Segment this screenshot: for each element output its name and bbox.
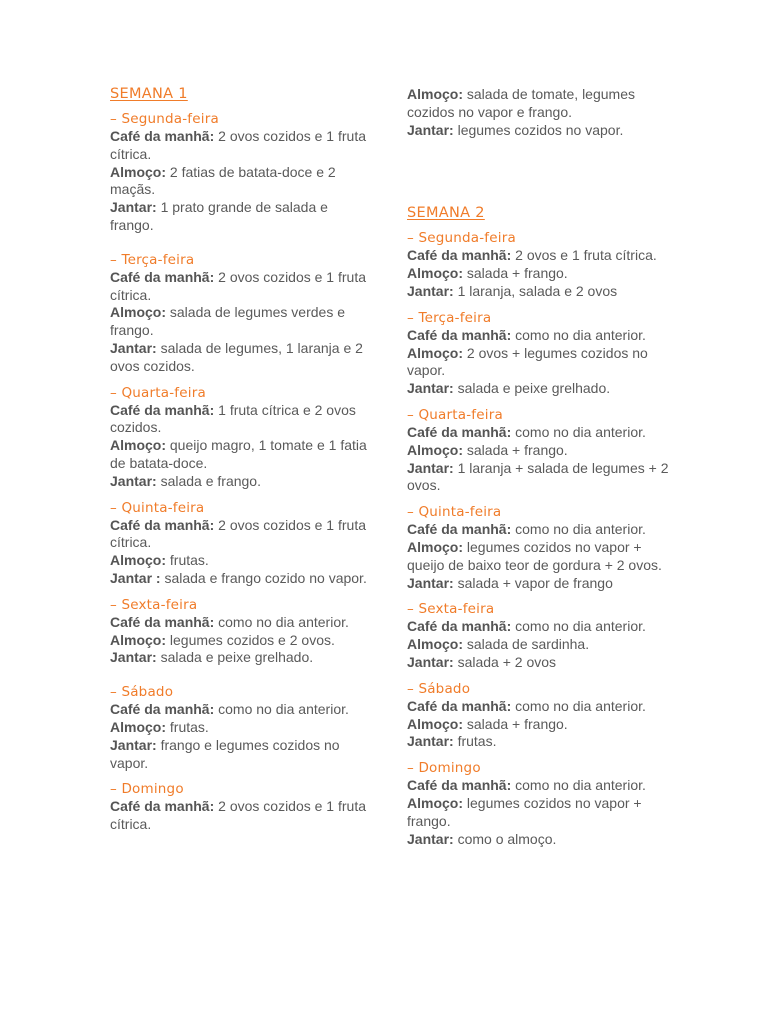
lunch-label: Almoço: [110,304,166,321]
dinner [407,575,669,593]
lunch-text: salada + frango. [463,265,568,282]
breakfast-text: 1 fruta cítrica e 2 ovos cozidos. [110,401,356,436]
week-1-wednesday [110,384,372,491]
day-name: – Quarta-feira [110,384,206,401]
lunch-label: Almoço: [407,441,463,458]
lunch-label: Almoço: [407,794,463,811]
breakfast-text: como no dia anterior. [511,618,646,635]
dinner-text: 1 laranja + salada de legumes + 2 ovos. [407,459,669,494]
dinner-label: Jantar : [110,569,161,586]
lunch [407,442,669,460]
week-2-tuesday [407,309,669,398]
lunch-text: salada + frango. [463,715,568,732]
lunch-text: frutas. [166,718,209,735]
breakfast-text: 2 ovos cozidos e 1 fruta cítrica. [110,268,367,303]
dinner-text: frango e legumes cozidos no vapor. [110,736,340,771]
dinner-text: salada e peixe grelhado. [156,649,314,666]
day-name: – Sexta-feira [110,596,198,613]
breakfast-text: como no dia anterior. [511,521,646,538]
lunch-text: salada de legumes verdes e frango. [110,304,345,339]
breakfast-text: 2 ovos e 1 fruta cítrica. [511,247,657,264]
dinner [407,283,669,301]
breakfast-label: Café da manhã: [407,777,512,794]
breakfast-label: Café da manhã: [110,268,215,285]
dinner [407,380,669,398]
breakfast [407,618,669,636]
lunch [407,636,669,654]
dinner-label: Jantar: [110,339,157,356]
week-1-sunday [110,780,372,834]
dinner-text: salada de legumes, 1 laranja e 2 ovos cozidos. [110,339,363,374]
dinner-label: Jantar: [407,653,454,670]
breakfast [407,777,669,795]
day-name: – Domingo [110,781,184,798]
day-name: – Sábado [407,680,471,697]
breakfast-label: Café da manhã: [110,128,215,144]
day-name: – Sábado [110,684,174,701]
dinner-label: Jantar: [407,733,454,750]
dinner [407,654,669,672]
week-2-sunday [407,759,669,848]
breakfast-label: Café da manhã: [407,423,512,440]
dinner-label: Jantar: [407,459,454,476]
dinner [407,122,669,140]
right-column [407,86,669,856]
breakfast [110,517,372,553]
breakfast [110,701,372,719]
breakfast-text: como no dia anterior. [214,701,349,718]
dinner-label: Jantar: [407,282,454,299]
day-name: – Quinta-feira [110,499,205,516]
lunch [407,86,669,122]
lunch [407,539,669,575]
dinner [110,649,372,667]
dinner-text: salada e frango cozido no vapor. [160,569,367,586]
breakfast [407,247,669,265]
breakfast-text: como no dia anterior. [511,697,646,714]
lunch [110,437,372,473]
lunch-text: legumes cozidos e 2 ovos. [166,631,335,648]
breakfast [407,424,669,442]
breakfast-label: Café da manhã: [407,521,512,538]
dinner-label: Jantar: [407,380,454,397]
dinner [407,460,669,496]
dinner-text: salada + 2 ovos [453,653,557,670]
lunch [110,719,372,737]
dinner-text: salada + vapor de frango [453,574,613,591]
lunch [407,345,669,381]
breakfast [407,521,669,539]
week-2-title: SEMANA 2 [407,205,485,222]
lunch-text: legumes cozidos no vapor + queijo de baixo teor de gordura + 2 ovos. [407,538,662,573]
breakfast-text: 2 ovos cozidos e 1 fruta cítrica. [110,516,367,551]
day-name: – Segunda-feira [110,111,219,127]
lunch [407,795,669,831]
dinner-label: Jantar: [110,199,157,216]
lunch-label: Almoço: [407,86,463,102]
week-2-wednesday [407,406,669,495]
lunch-text: 2 fatias de batata-doce e 2 maçãs. [110,163,336,198]
week-1-friday [110,596,372,667]
lunch-label: Almoço: [110,437,166,454]
day-name: – Quinta-feira [407,504,502,521]
breakfast-text: como no dia anterior. [214,613,349,630]
lunch-label: Almoço: [407,265,463,282]
lunch [110,164,372,200]
day-name: – Domingo [407,760,481,777]
lunch-text: salada + frango. [463,441,568,458]
day-name: – Terça-feira [407,309,492,326]
lunch-text: legumes cozidos no vapor + frango. [407,794,642,829]
lunch [110,552,372,570]
breakfast [110,402,372,438]
dinner-label: Jantar: [407,574,454,591]
week-1-tuesday [110,251,372,376]
breakfast-label: Café da manhã: [407,326,512,343]
breakfast [407,327,669,345]
dinner-label: Jantar: [110,472,157,489]
lunch [110,304,372,340]
breakfast [110,128,372,164]
spacer [407,147,669,203]
dinner-text: como o almoço. [453,830,557,847]
dinner-label: Jantar: [110,736,157,753]
lunch-label: Almoço: [407,715,463,732]
dinner [407,733,669,751]
lunch-label: Almoço: [110,552,166,569]
breakfast-label: Café da manhã: [407,247,512,264]
dinner-text: 1 prato grande de salada e frango. [110,199,328,233]
dinner [110,473,372,491]
breakfast-label: Café da manhã: [407,697,512,714]
lunch-label: Almoço: [407,636,463,653]
dinner-label: Jantar: [110,649,157,666]
dinner-text: legumes cozidos no vapor. [453,121,624,138]
week-2-friday [407,600,669,671]
breakfast-text: como no dia anterior. [511,777,646,794]
dinner-text: frutas. [453,733,497,750]
breakfast-label: Café da manhã: [110,798,215,815]
dinner-text: 1 laranja, salada e 2 ovos [453,282,618,299]
breakfast [110,269,372,305]
breakfast-text: 2 ovos cozidos e 1 fruta cítrica. [110,798,367,833]
dinner-text: salada e frango. [156,472,261,489]
breakfast-text: 2 ovos cozidos e 1 fruta cítrica. [110,128,367,162]
breakfast-label: Café da manhã: [110,701,215,718]
lunch-label: Almoço: [110,718,166,735]
day-name: – Segunda-feira [407,230,516,247]
dinner-label: Jantar: [407,121,454,138]
lunch-label: Almoço: [110,163,166,180]
lunch-label: Almoço: [407,538,463,555]
week-1-saturday [110,683,372,772]
breakfast-label: Café da manhã: [407,618,512,635]
dinner [110,199,372,235]
week-1-sunday-continued [407,86,669,139]
left-column [110,84,372,842]
dinner-text: salada e peixe grelhado. [453,380,611,397]
week-2-monday [407,229,669,300]
breakfast [407,698,669,716]
day-name: – Quarta-feira [407,406,503,423]
lunch-text: 2 ovos + legumes cozidos no vapor. [407,344,648,379]
week-1-monday [110,110,372,235]
lunch-text: salada de tomate, legumes cozidos no vapor e frango. [407,86,635,120]
week-2-thursday [407,503,669,592]
breakfast [110,614,372,632]
lunch [110,632,372,650]
breakfast-label: Café da manhã: [110,613,215,630]
breakfast [110,798,372,834]
lunch [407,716,669,734]
dinner-label: Jantar: [407,830,454,847]
day-name: – Terça-feira [110,251,195,268]
breakfast-text: como no dia anterior. [511,423,646,440]
lunch [407,265,669,283]
dinner [110,340,372,376]
lunch-text: frutas. [166,552,209,569]
week-1-thursday [110,499,372,588]
breakfast-label: Café da manhã: [110,401,215,418]
lunch-text: salada de sardinha. [463,636,590,653]
lunch-label: Almoço: [407,344,463,361]
breakfast-text: como no dia anterior. [511,326,646,343]
dinner [110,737,372,773]
lunch-label: Almoço: [110,631,166,648]
week-2-saturday [407,680,669,751]
dinner [407,831,669,849]
breakfast-label: Café da manhã: [110,516,215,533]
week-1-title: SEMANA 1 [110,86,188,102]
dinner [110,570,372,588]
day-name: – Sexta-feira [407,601,495,618]
lunch-text: queijo magro, 1 tomate e 1 fatia de batata-doce. [110,437,367,471]
